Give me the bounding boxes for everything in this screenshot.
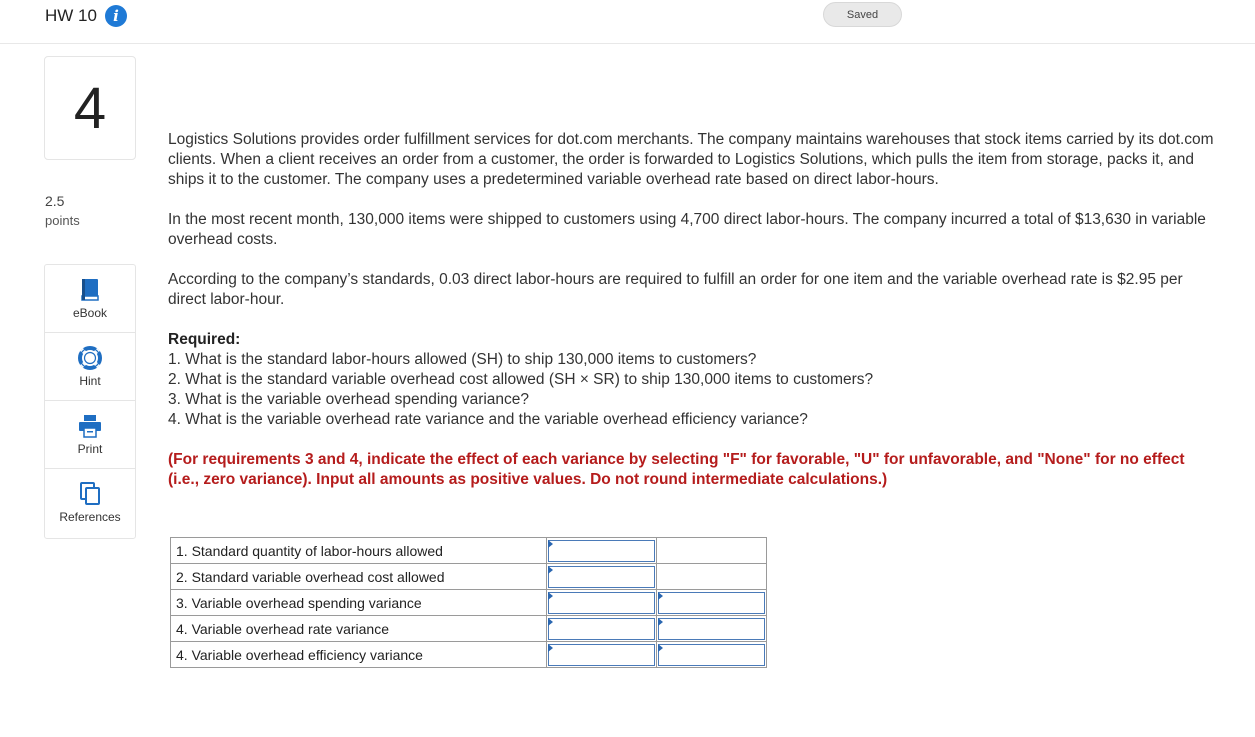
- references-icon: [79, 482, 101, 506]
- table-row: [171, 538, 767, 564]
- amount-cell: [547, 590, 657, 616]
- amount-input[interactable]: [548, 618, 655, 640]
- effect-cell: [657, 590, 767, 616]
- table-row: [171, 564, 767, 590]
- row-label: 3. Variable overhead spending variance: [171, 590, 547, 616]
- problem-paragraph-2: In the most recent month, 130,000 items were shipped to customers using 4,700 direct labor-hours. The company incurred a total of $13,630 in variable overhead costs.: [168, 211, 1206, 248]
- amount-input[interactable]: [548, 644, 655, 666]
- tools-panel: [44, 264, 136, 539]
- problem-paragraph-3: According to the company’s standards, 0.03 direct labor-hours are required to fulfill an order for one item and the variable overhead rate is $2.95 per direct labor-hour.: [168, 271, 1183, 308]
- instructions-text: (For requirements 3 and 4, indicate the effect of each variance by selecting "F" for favorable, "U" for unfavorable, and "None" for no effect (i.e., zero variance). Input all amounts as positive values. Do not round intermediate calculations.): [168, 451, 1185, 488]
- required-heading: Required:: [168, 331, 241, 348]
- row-label: 2. Standard variable overhead cost allowed: [171, 564, 547, 590]
- row-label: 1. Standard quantity of labor-hours allowed: [171, 538, 547, 564]
- amount-cell: [547, 538, 657, 564]
- book-icon: [79, 278, 101, 302]
- requirement-4: 4. What is the variable overhead rate variance and the variable overhead efficiency variance?: [168, 411, 808, 428]
- table-row: [171, 642, 767, 668]
- effect-select[interactable]: [658, 644, 765, 666]
- amount-input[interactable]: [548, 592, 655, 614]
- hint-label: Hint: [79, 373, 101, 388]
- requirement-1: 1. What is the standard labor-hours allowed (SH) to ship 130,000 items to customers?: [168, 351, 757, 368]
- saved-status-badge: Saved: [823, 2, 902, 27]
- question-content: [168, 130, 1218, 510]
- points-value: 2.5: [45, 193, 65, 209]
- answer-table: [170, 537, 767, 668]
- header-bar: [0, 0, 1255, 44]
- effect-select[interactable]: [658, 618, 765, 640]
- row-label: 4. Variable overhead efficiency variance: [171, 642, 547, 668]
- question-number: 4: [44, 56, 136, 160]
- info-icon[interactable]: i: [105, 5, 127, 27]
- ebook-label: eBook: [72, 305, 108, 320]
- amount-cell: [547, 616, 657, 642]
- ebook-button[interactable]: [45, 265, 135, 333]
- lifebuoy-icon: [78, 346, 102, 370]
- amount-cell: [547, 564, 657, 590]
- print-button[interactable]: [45, 401, 135, 469]
- table-row: [171, 590, 767, 616]
- assignment-title: [45, 5, 127, 27]
- requirement-2: 2. What is the standard variable overhead cost allowed (SH × SR) to ship 130,000 items to customers?: [168, 371, 874, 388]
- references-button[interactable]: [45, 469, 135, 537]
- references-label: References: [59, 510, 121, 524]
- amount-input[interactable]: [548, 540, 655, 562]
- requirements-block: [168, 330, 1218, 430]
- print-label: Print: [77, 441, 103, 456]
- effect-select[interactable]: [658, 592, 765, 614]
- points-label: points: [45, 213, 80, 228]
- row-label: 4. Variable overhead rate variance: [171, 616, 547, 642]
- amount-input[interactable]: [548, 566, 655, 588]
- effect-cell: [657, 616, 767, 642]
- table-row: [171, 616, 767, 642]
- assignment-title-text: HW 10: [45, 6, 97, 25]
- amount-cell: [547, 642, 657, 668]
- empty-cell: [657, 564, 767, 590]
- requirement-3: 3. What is the variable overhead spending variance?: [168, 391, 530, 408]
- problem-paragraph-1: Logistics Solutions provides order fulfillment services for dot.com merchants. The company maintains warehouses that stock items carried by its dot.com clients. When a client receives an order from a customer, the order is forwarded to Logistics Solutions, which pulls the item from storage, packs it, and ships it to the customer. The company uses a predetermined variable overhead rate based on direct labor-hours.: [168, 131, 1214, 188]
- hint-button[interactable]: [45, 333, 135, 401]
- effect-cell: [657, 642, 767, 668]
- printer-icon: [78, 414, 102, 438]
- empty-cell: [657, 538, 767, 564]
